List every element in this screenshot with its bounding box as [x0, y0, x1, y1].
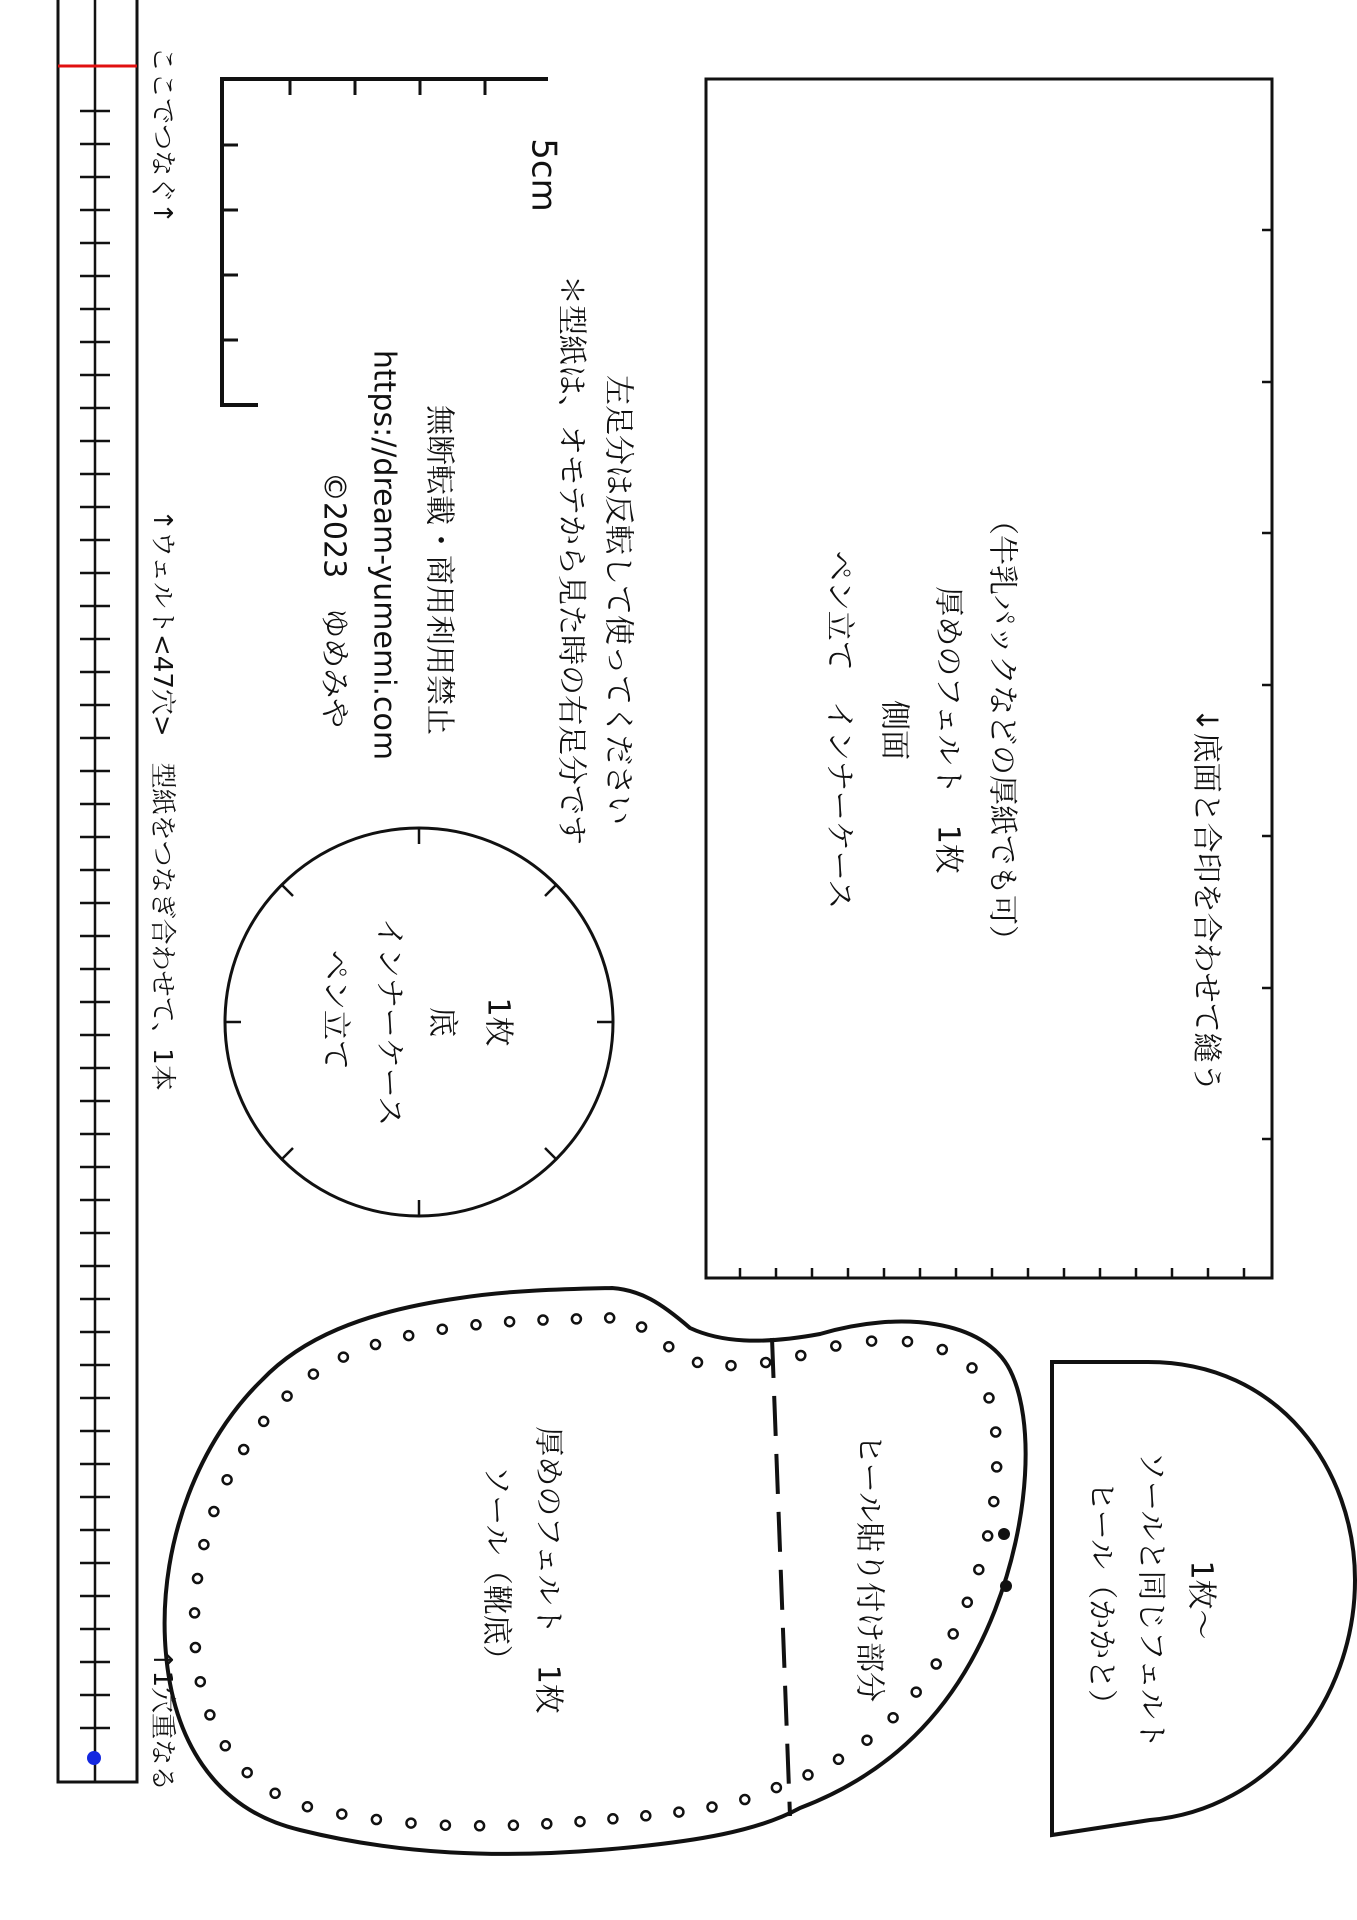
circle-label-4: 1枚 [480, 997, 516, 1047]
heel-label-2: ソールと同じフェルト [1133, 1451, 1169, 1749]
website-url: https://dream-yumemi.com [366, 349, 402, 761]
circle-label-2: インナーケース [371, 917, 407, 1127]
note-right-foot: ＊型紙は、オモテから見た時の右足分です [553, 275, 589, 845]
ruler-bottom-label: ↑1穴重なる [146, 1648, 177, 1792]
note-left-foot: 左足分は反転して使ってください [600, 375, 636, 825]
scale-label: 5cm [523, 138, 564, 212]
heel-zone-label: ヒール貼り付け部分 [851, 1433, 887, 1703]
ruler-top-label: ここでつなぐ↑ [146, 46, 177, 224]
rect-arrow-note: ↓底面と合印を合わせて縫う [1188, 707, 1224, 1093]
rect-label-1: ペン立て インナーケース [821, 550, 857, 910]
circle-label-3: 底 [424, 1007, 460, 1037]
rect-label-2: 側面 [876, 700, 912, 760]
rect-label-3: 厚めのフェルト 1枚 [930, 586, 966, 874]
circle-label-1: ペン立て [317, 950, 353, 1070]
heel-label-1: ヒール（かかと） [1083, 1480, 1119, 1720]
rect-label-4: （牛乳パックなどの厚紙でも可） [984, 505, 1020, 955]
sole-label-1: ソール（靴底） [478, 1465, 514, 1675]
copyright-line: ©2023 ゆめみや [316, 471, 352, 729]
usage-notice: 無断転載・商用利用禁止 [421, 405, 457, 735]
ruler-mid-label: ↑ウェルト<47穴> 型紙をつなぎ合わせて、1本 [146, 509, 177, 1091]
heel-label-3: 1枚～ [1183, 1560, 1219, 1640]
sole-label-2: 厚めのフェルト 1枚 [530, 1426, 566, 1714]
